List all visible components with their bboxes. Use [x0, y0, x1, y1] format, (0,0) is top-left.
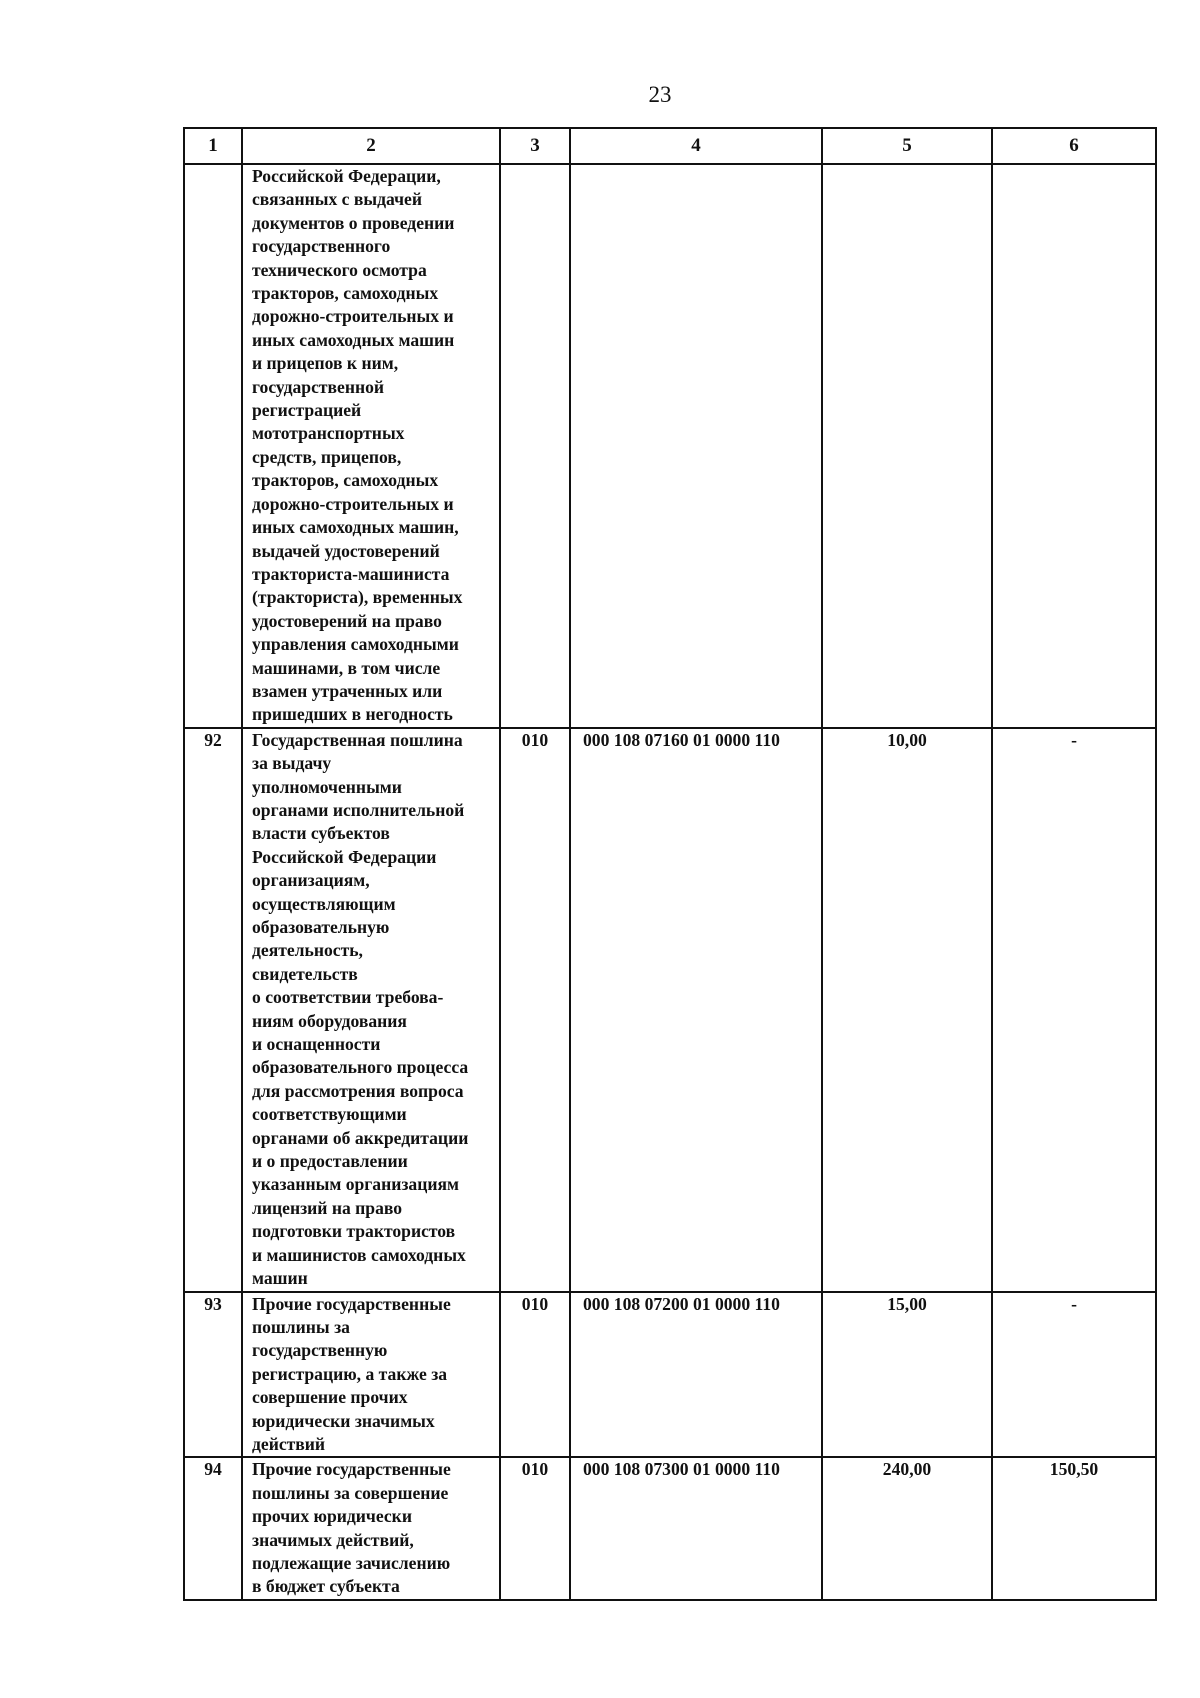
description-line: и машинистов самоходных: [252, 1244, 466, 1265]
description-line: Прочие государственные: [252, 1293, 451, 1314]
description-line: осуществляющим: [252, 893, 396, 914]
description-line: подготовки трактористов: [252, 1221, 456, 1242]
description-line: лицензий на право: [252, 1197, 403, 1218]
description-line: и о предоставлении: [252, 1151, 408, 1172]
description-line: ниям оборудования: [252, 1010, 407, 1031]
description-line: подлежащие зачислению: [252, 1552, 451, 1573]
description-line: образовательную: [252, 917, 390, 937]
budget-table: [183, 127, 1157, 1601]
amount-col5-cell: 240,00: [822, 1457, 992, 1599]
description-line: указанным организациям: [252, 1174, 460, 1195]
column-header: 5: [822, 128, 992, 164]
description-line: тракторов, самоходных: [252, 470, 439, 491]
table-row: [184, 728, 1156, 1292]
header-row: [184, 128, 1156, 164]
description-line: тракторов, самоходных: [252, 283, 439, 304]
description-line: иных самоходных машин,: [252, 517, 459, 538]
description-line: управления самоходными: [252, 634, 459, 655]
description-line: организациям,: [252, 870, 370, 891]
description-line: Российской Федерации,: [252, 166, 441, 186]
page-number: 23: [648, 82, 672, 107]
description-line: государственную: [252, 1340, 388, 1361]
description-line: значимых действий,: [252, 1529, 414, 1550]
description-line: мототранспортных: [252, 423, 405, 444]
description-line: органами об аккредитации: [252, 1127, 469, 1148]
budget-code-cell: 000 108 07160 01 0000 110: [570, 728, 822, 1292]
description-line: машинами, в том числе: [252, 657, 441, 678]
description-line: деятельность,: [252, 940, 363, 961]
description-line: дорожно-строительных и: [252, 493, 454, 514]
amount-col6-cell: 150,50: [992, 1457, 1156, 1599]
admin-code-cell: 010: [500, 1292, 570, 1458]
description-line: юридически значимых: [252, 1410, 435, 1431]
row-number-cell: [184, 164, 242, 728]
description-cell: [242, 728, 500, 1292]
amount-col6-cell: -: [992, 1292, 1156, 1458]
description-line: средств, прицепов,: [252, 446, 402, 467]
table-row: [184, 1292, 1156, 1458]
amount-col5-cell: 10,00: [822, 728, 992, 1292]
column-header: 6: [992, 128, 1156, 164]
description-line: выдачей удостоверений: [252, 540, 440, 561]
description-cell: [242, 1457, 500, 1599]
description-line: взамен утраченных или: [252, 680, 443, 701]
description-cell: [242, 1292, 500, 1458]
description-line: регистрацию, а также за: [252, 1363, 448, 1384]
description-line: уполномоченными: [252, 776, 402, 797]
description-line: (тракториста), временных: [252, 587, 463, 608]
admin-code-cell: 010: [500, 1457, 570, 1599]
description-line: технического осмотра: [252, 259, 427, 280]
description-line: о соответствии требова-: [252, 987, 444, 1008]
description-cell: [242, 164, 500, 728]
description-line: тракториста-машиниста: [252, 563, 450, 584]
budget-code-cell: [570, 164, 822, 728]
description-line: Государственная пошлина: [252, 729, 463, 750]
description-line: машин: [252, 1268, 308, 1289]
description-line: пришедших в негодность: [252, 704, 453, 725]
description-line: государственного: [252, 236, 391, 257]
description-line: соответствующими: [252, 1104, 407, 1125]
description-line: пошлины за совершение: [252, 1482, 449, 1503]
amount-col6-cell: -: [992, 728, 1156, 1292]
row-number-cell: 92: [184, 728, 242, 1292]
description-line: дорожно-строительных и: [252, 306, 454, 327]
amount-col5-cell: 15,00: [822, 1292, 992, 1458]
description-line: иных самоходных машин: [252, 329, 455, 350]
description-line: совершение прочих: [252, 1387, 408, 1408]
budget-code-cell: 000 108 07300 01 0000 110: [570, 1457, 822, 1599]
description-line: удостоверений на право: [252, 610, 442, 631]
description-line: образовательного процесса: [252, 1057, 469, 1078]
column-header: 4: [570, 128, 822, 164]
description-line: прочих юридически: [252, 1506, 412, 1527]
amount-col5-cell: [822, 164, 992, 728]
budget-code-cell: 000 108 07200 01 0000 110: [570, 1292, 822, 1458]
admin-code-cell: 010: [500, 728, 570, 1292]
description-line: документов о проведении: [252, 212, 455, 233]
description-line: пошлины за: [252, 1316, 350, 1337]
description-line: и прицепов к ним,: [252, 353, 399, 374]
row-number-cell: 93: [184, 1292, 242, 1458]
description-line: в бюджет субъекта: [252, 1576, 400, 1597]
table-row: [184, 1457, 1156, 1599]
description-line: государственной: [252, 376, 385, 397]
table-row: [184, 164, 1156, 728]
column-header: 3: [500, 128, 570, 164]
admin-code-cell: [500, 164, 570, 728]
description-line: органами исполнительной: [252, 799, 465, 820]
description-line: за выдачу: [252, 753, 332, 774]
description-line: власти субъектов: [252, 823, 390, 844]
description-line: свидетельств: [252, 963, 358, 984]
description-line: связанных с выдачей: [252, 189, 422, 210]
description-line: Российской Федерации: [252, 846, 437, 867]
description-line: Прочие государственные: [252, 1459, 451, 1480]
description-line: регистрацией: [252, 400, 362, 421]
row-number-cell: 94: [184, 1457, 242, 1599]
column-header: 1: [184, 128, 242, 164]
amount-col6-cell: [992, 164, 1156, 728]
description-line: для рассмотрения вопроса: [252, 1080, 464, 1101]
description-line: и оснащенности: [252, 1034, 381, 1055]
description-line: действий: [252, 1433, 326, 1454]
column-header: 2: [242, 128, 500, 164]
